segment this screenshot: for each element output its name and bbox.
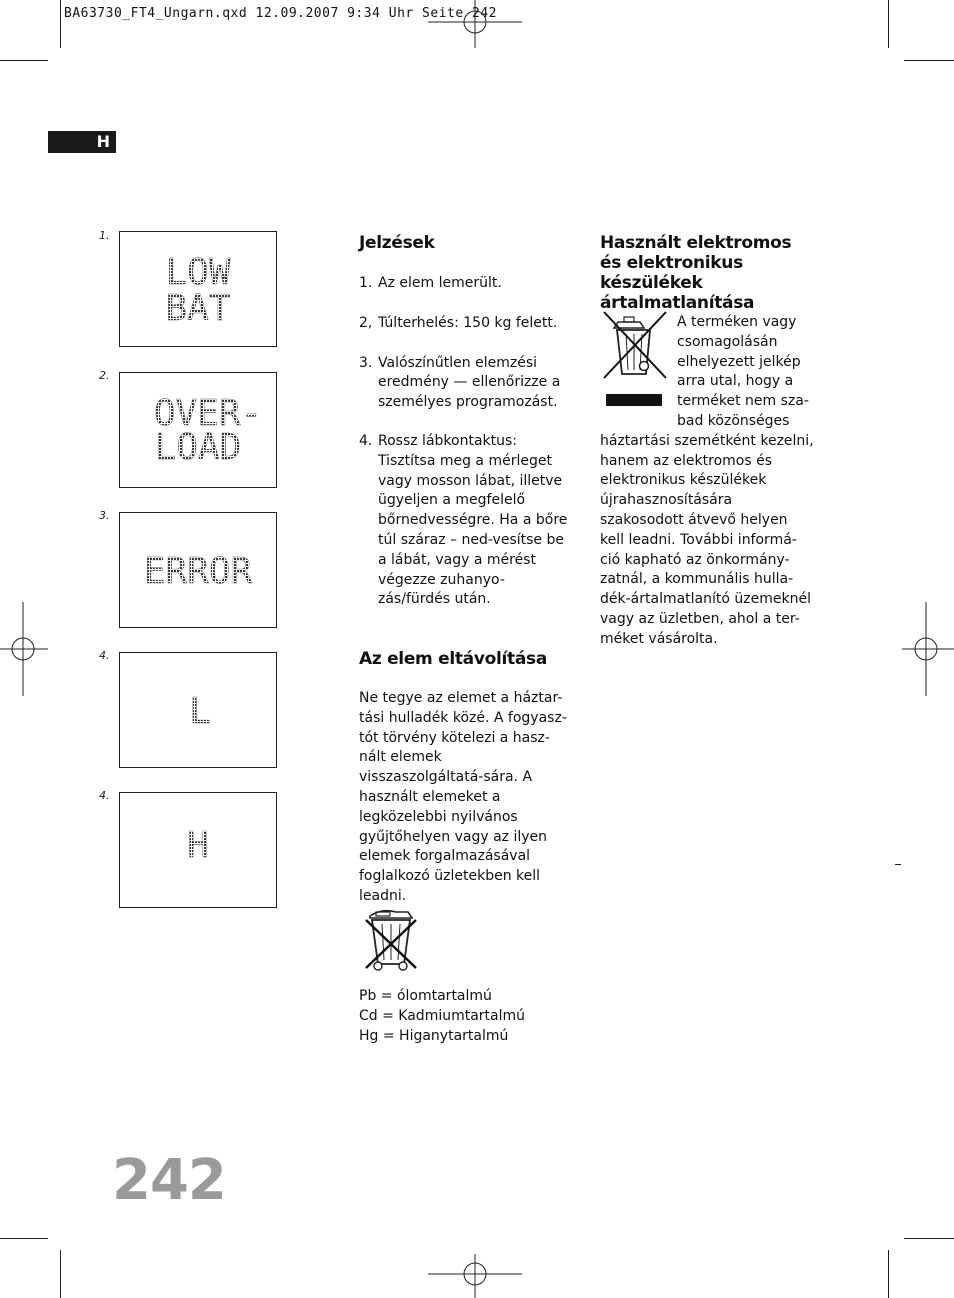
lcd-text: ERROR <box>143 551 253 592</box>
list-item <box>359 274 569 294</box>
legend-item: Pb = ólomtartalmú <box>359 988 492 1004</box>
language-tab <box>48 131 116 153</box>
list-item-text: Rossz lábkontaktus: Tisztítsa meg a mérleget vagy mosson lábat, illetve ügyeljen a megfelelő bőrnedvességre. Ha a bőre túl száraz – ned-vesítse be a lábát, vagy a mérést végezze zuhanyo-zás/fürdés után. <box>378 432 568 608</box>
weee-paragraph: A terméken vagy csomagolásán elhelyezett jelkép arra utal, hogy a terméket nem sza-bad közönséges háztartási szemétként kezelni, hanem az elektromos és elektronikus készülékek újrahasznosítására szakosodott átvevő helyen kell leadni. További informá-ció kapható az önkormány-zatnál, a kommunális hulla-dék-ártalmatlanító üzemeknél vagy az üzletben, ahol a ter-méket vásárolta. <box>600 314 814 647</box>
lcd-text: BAT <box>165 288 231 329</box>
battery-disposal-text: Ne tegye az elemet a háztar-tási hulladék közé. A fogyasz-tót törvény kötelezi a hasz-nált elemek visszaszolgáltatá-sára. A használt elemeket a legközelebbi nyilvános gyűjtőhelyen vagy az ilyen elemek forgalmazásával foglalkozó üzletekben kell leadni. <box>359 690 567 904</box>
section-heading: Az elem eltávolítása <box>359 649 548 669</box>
lcd-text: LOAD <box>154 427 242 468</box>
lcd-display <box>119 372 277 488</box>
figure-number: 2. <box>99 369 110 382</box>
indicator-list <box>359 274 569 610</box>
chemical-legend <box>359 987 569 1046</box>
section-heading: Használt elektromos és elektronikus készülékek ártalmatlanítása <box>600 233 792 313</box>
list-item <box>359 432 569 610</box>
lcd-text: LOW <box>165 252 231 293</box>
language-tab-label: H <box>96 132 110 151</box>
list-item-number: 3. <box>359 354 373 371</box>
list-item <box>359 354 569 413</box>
list-item-number: 1. <box>359 275 373 291</box>
list-item-text: Túlterhelés: 150 kg felett. <box>378 314 558 331</box>
section-heading: Jelzések <box>359 233 435 253</box>
list-item-text: Az elem lemerült. <box>378 275 502 291</box>
figure-number: 3. <box>99 509 110 522</box>
lcd-display <box>119 231 277 347</box>
figure-number: 4. <box>99 789 110 802</box>
file-slug: BA63730_FT4_Ungarn.qxd 12.09.2007 9:34 Uhr Seite 242 <box>64 6 497 21</box>
list-item-text: Valószínűtlen elemzési eredmény — ellenőrizze a személyes programozást. <box>378 354 561 411</box>
page-number: 242 <box>112 1148 226 1213</box>
crossed-bin-battery-icon <box>362 906 420 972</box>
registration-mark-icon <box>428 1254 522 1298</box>
legend-item: Hg = Higanytartalmú <box>359 1027 509 1044</box>
list-item-number: 2, <box>359 314 373 331</box>
lcd-text: H <box>187 825 209 866</box>
lcd-text: L <box>189 691 211 732</box>
lcd-display <box>119 792 277 908</box>
lcd-text: OVER- <box>153 393 263 434</box>
figure-number: 1. <box>99 229 110 242</box>
list-item <box>359 314 569 334</box>
registration-mark-icon <box>0 602 48 696</box>
weee-disposal-text <box>600 313 815 650</box>
legend-item: Cd = Kadmiumtartalmú <box>359 1007 526 1024</box>
registration-mark-icon <box>902 602 954 696</box>
lcd-display <box>119 512 277 628</box>
list-item-number: 4. <box>359 432 373 449</box>
figure-number: 4. <box>99 649 110 662</box>
lcd-display <box>119 652 277 768</box>
